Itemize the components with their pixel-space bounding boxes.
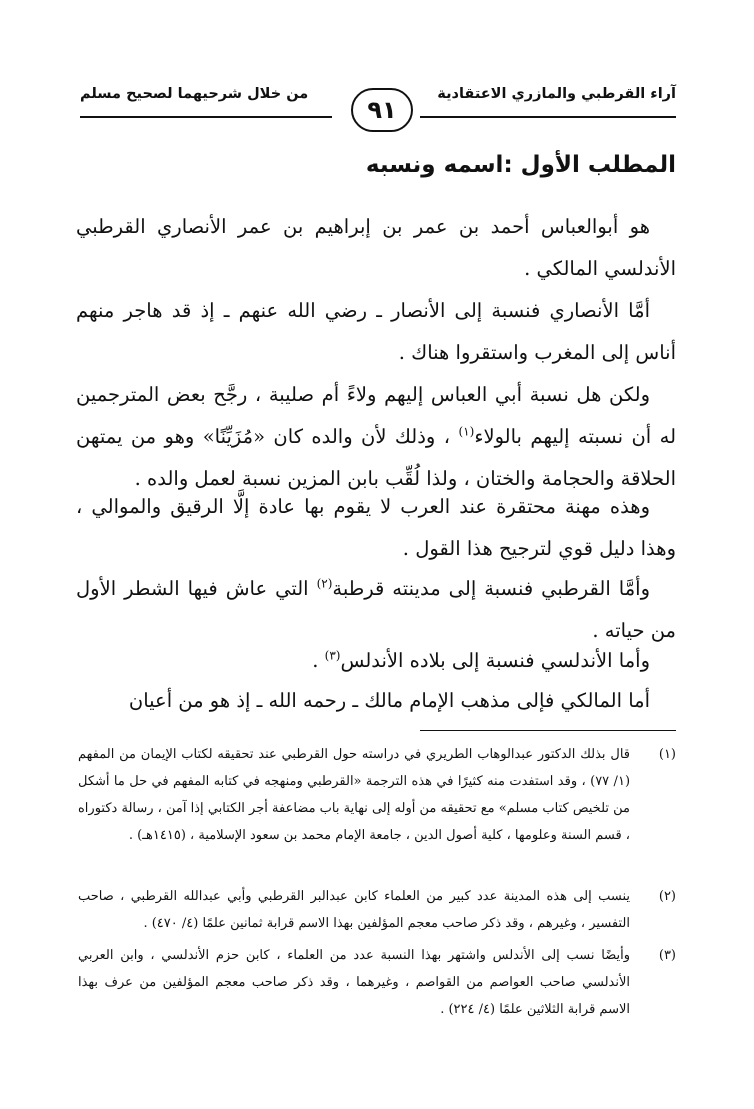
footnote-text: وأيضًا نسب إلى الأندلس واشتهر بهذا النسبة عدد من العلماء ، كابن حزم الأندلسي ، وابن العربي الأندلسي صاحب العواصم من القواصم ، وغيرهما ، وقد ذكر صاحب معجم المؤلفين من عرف بهذا الاسم قرابة الثلاثين علمًا (٤/ ٢٢٤) . bbox=[78, 948, 630, 1017]
paragraph-text bbox=[76, 374, 676, 500]
footnote-ref-1[interactable]: (١) bbox=[458, 424, 475, 439]
running-title-left: من خلال شرحيهما لصحيح مسلم bbox=[80, 86, 309, 102]
running-title-right: آراء القرطبي والمازري الاعتقادية bbox=[437, 86, 676, 102]
paragraph-text: أما المالكي فإلى مذهب الإمام مالك ـ رحمه الله ـ إذ هو من أعيان bbox=[128, 689, 650, 712]
paragraph-name bbox=[76, 206, 676, 290]
footnote-text: ينسب إلى هذه المدينة عدد كبير من العلماء كابن عبدالبر القرطبي وأبي عبدالله القرطبي ، صاحب التفسير ، وغيرهم ، وقد ذكر صاحب معجم المؤلفين بهذا الاسم قرابة ثمانين علمًا (٤/ ٤٧٠) . bbox=[78, 889, 630, 931]
paragraph-andalusi bbox=[76, 640, 676, 682]
footnote-number: (٢) bbox=[658, 889, 676, 904]
paragraph-text: هو أبوالعباس أحمد بن عمر بن إبراهيم بن عمر الأنصاري القرطبي الأندلسي المالكي . bbox=[76, 215, 676, 280]
text-run: ولكن هل نسبة أبي العباس إليهم ولاءً أم صليبة ، رجَّح بعض المترجمين له أن نسبته إليهم بالولاء bbox=[76, 383, 677, 448]
text-run: وأمَّا القرطبي فنسبة إلى مدينته قرطبة bbox=[332, 577, 650, 600]
paragraph-lineage bbox=[76, 374, 676, 500]
footnote-text: قال بذلك الدكتور عبدالوهاب الطريري في دراسته حول القرطبي عند تحقيقه لكتاب الإيمان من المفهم (١/ ٧٧) ، وقد استفدت منه كثيرًا في هذه الترجمة «القرطبي ومنهجه في كتابه المفهم في حل ما أشكل من تلخيص كتاب مسلم» مع تحقيقه من أوله إلى نهاية باب مضاعفة أجر الكتابي إذا آمن ، رسالة دكتوراه ، قسم السنة وعلومها ، كلية أصول الدين ، جامعة الإمام محمد بن سعود الإسلامية ، (١٤١٥هـ) . bbox=[78, 747, 631, 843]
header-rule-left bbox=[80, 116, 332, 118]
footnote-1 bbox=[78, 741, 676, 849]
text-run: التي عاش فيها الشطر الأول من حياته . bbox=[76, 577, 676, 642]
footnote-number: (١) bbox=[658, 747, 676, 762]
section-title: المطلب الأول :اسمه ونسبه bbox=[365, 152, 676, 178]
footnote-separator bbox=[420, 730, 676, 731]
page-number: ٩١ bbox=[351, 88, 413, 132]
paragraph-text bbox=[76, 640, 676, 682]
header-rule-right bbox=[420, 116, 676, 118]
footnote-ref-3[interactable]: (٣) bbox=[324, 648, 341, 663]
paragraph-text: وهذه مهنة محتقرة عند العرب لا يقوم بها عادة إلَّا الرقيق والموالي ، وهذا دليل قوي لترجيح هذا القول . bbox=[76, 495, 676, 560]
paragraph-ansari bbox=[76, 290, 676, 374]
footnote-2 bbox=[78, 883, 676, 937]
paragraph-text: أمَّا الأنصاري فنسبة إلى الأنصار ـ رضي الله عنهم ـ إذ قد هاجر منهم أناس إلى المغرب واستقروا هناك . bbox=[76, 299, 676, 364]
text-run: ، وذلك لأن والده كان «مُزَيِّنًا» وهو من يمتهن الحلاقة والحجامة والختان ، ولذا لُقِّب بابن المزين نسبة لعمل والده . bbox=[76, 425, 676, 490]
text-run: . bbox=[312, 649, 319, 672]
text-run: وأما الأندلسي فنسبة إلى بلاده الأندلس bbox=[340, 649, 650, 672]
footnote-3 bbox=[78, 942, 676, 1023]
paragraph-maliki bbox=[76, 680, 676, 722]
paragraph-profession bbox=[76, 486, 676, 570]
footnote-number: (٣) bbox=[658, 948, 676, 963]
footnote-ref-2[interactable]: (٢) bbox=[316, 576, 333, 591]
